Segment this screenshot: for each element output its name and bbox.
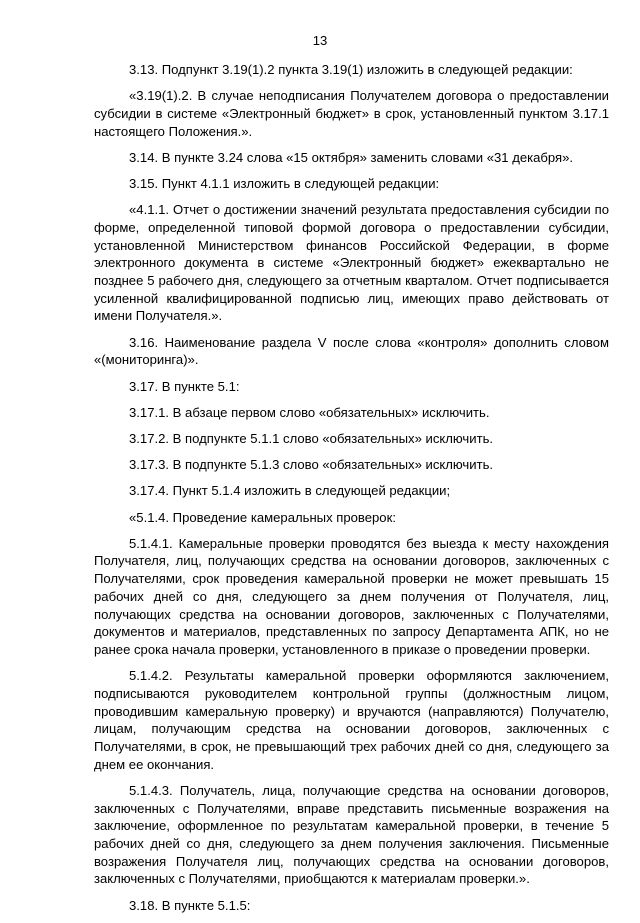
paragraph-3-17: 3.17. В пункте 5.1:: [129, 378, 240, 394]
paragraph-5-1-4-3: 5.1.4.3. Получатель, лица, получающие средства на основании договоров, заключенных с Получателями, вправе представить письменные возражения на заключение, оформленное по результатам камеральной проверки, в течение 5 рабочих дней со дня, следующего за днем получения заключения. Письменные возражения Получателя лиц, получающих средства на основании договоров, заключенных с Получателями, приобщаются к материалам проверки.».: [94, 782, 609, 887]
paragraph-3-18: 3.18. В пункте 5.1.5:: [129, 897, 251, 913]
paragraph-3-14: 3.14. В пункте 3.24 слова «15 октября» заменить словами «31 декабря».: [129, 149, 574, 165]
paragraph-5-1-4-1: 5.1.4.1. Камеральные проверки проводятся без выезда к месту нахождения Получателя, лиц, получающих средства на основании договоров, заключенных с Получателями, срок проведения камеральной проверки не может превышать 15 рабочих дней со дня, следующего за днем получения от Получателя, лиц, получающих средства на основании договоров, заключенных с Получателями, документов и материалов, представленных по запросу Департамента АПК, но не ранее срока начала проверки, установленного в приказе о проведении проверки.: [94, 535, 609, 657]
paragraph-3-17-4: 3.17.4. Пункт 5.1.4 изложить в следующей редакции;: [129, 483, 451, 499]
paragraph-4-1-1-quote: «4.1.1. Отчет о достижении значений результата предоставления субсидии по форме, определенной типовой формой договора о предоставлении субсидии, установленной Министерством финансов Российской Федерации, в форме электронного документа в системе «Электронный бюджет» ежеквартально не позднее 5 рабочего дня, следующего за отчетным кварталом. Отчет подписывается усиленной квалифицированной подписью лиц, имеющих право действовать от имени Получателя.».: [94, 202, 609, 324]
document-body: [94, 61, 609, 923]
paragraph-3-15: 3.15. Пункт 4.1.1 изложить в следующей редакции:: [129, 176, 440, 192]
paragraph-3-19-1-2-quote: «3.19(1).2. В случае неподписания Получателем договора о предоставлении субсидии в системе «Электронный бюджет» в срок, установленный пунктом 3.17.1 настоящего Положения.».: [94, 88, 609, 139]
paragraph-5-1-4: «5.1.4. Проведение камеральных проверок:: [129, 509, 396, 525]
paragraph-3-17-2: 3.17.2. В подпункте 5.1.1 слово «обязательных» исключить.: [129, 430, 494, 446]
paragraph-3-13: 3.13. Подпункт 3.19(1).2 пункта 3.19(1) изложить в следующей редакции:: [129, 62, 573, 77]
paragraph-3-17-1: 3.17.1. В абзаце первом слово «обязательных» исключить.: [129, 404, 490, 420]
paragraph-3-17-3: 3.17.3. В подпункте 5.1.3 слово «обязательных» исключить.: [129, 457, 494, 473]
paragraph-5-1-4-2: 5.1.4.2. Результаты камеральной проверки оформляются заключением, подписываются руководителем контрольной группы (должностным лицом, проводившим камеральную проверку) и вручаются (направляются) Получателю, лицам, получающим средства на основании договоров, заключенных с Получателями, в срок, не превышающий трех рабочих дней со дня, следующего за днем ее окончания.: [94, 668, 609, 772]
paragraph-3-16: 3.16. Наименование раздела V после слова «контроля» дополнить словом «(мониторинга)».: [94, 334, 609, 368]
page-number: 13: [312, 33, 328, 48]
